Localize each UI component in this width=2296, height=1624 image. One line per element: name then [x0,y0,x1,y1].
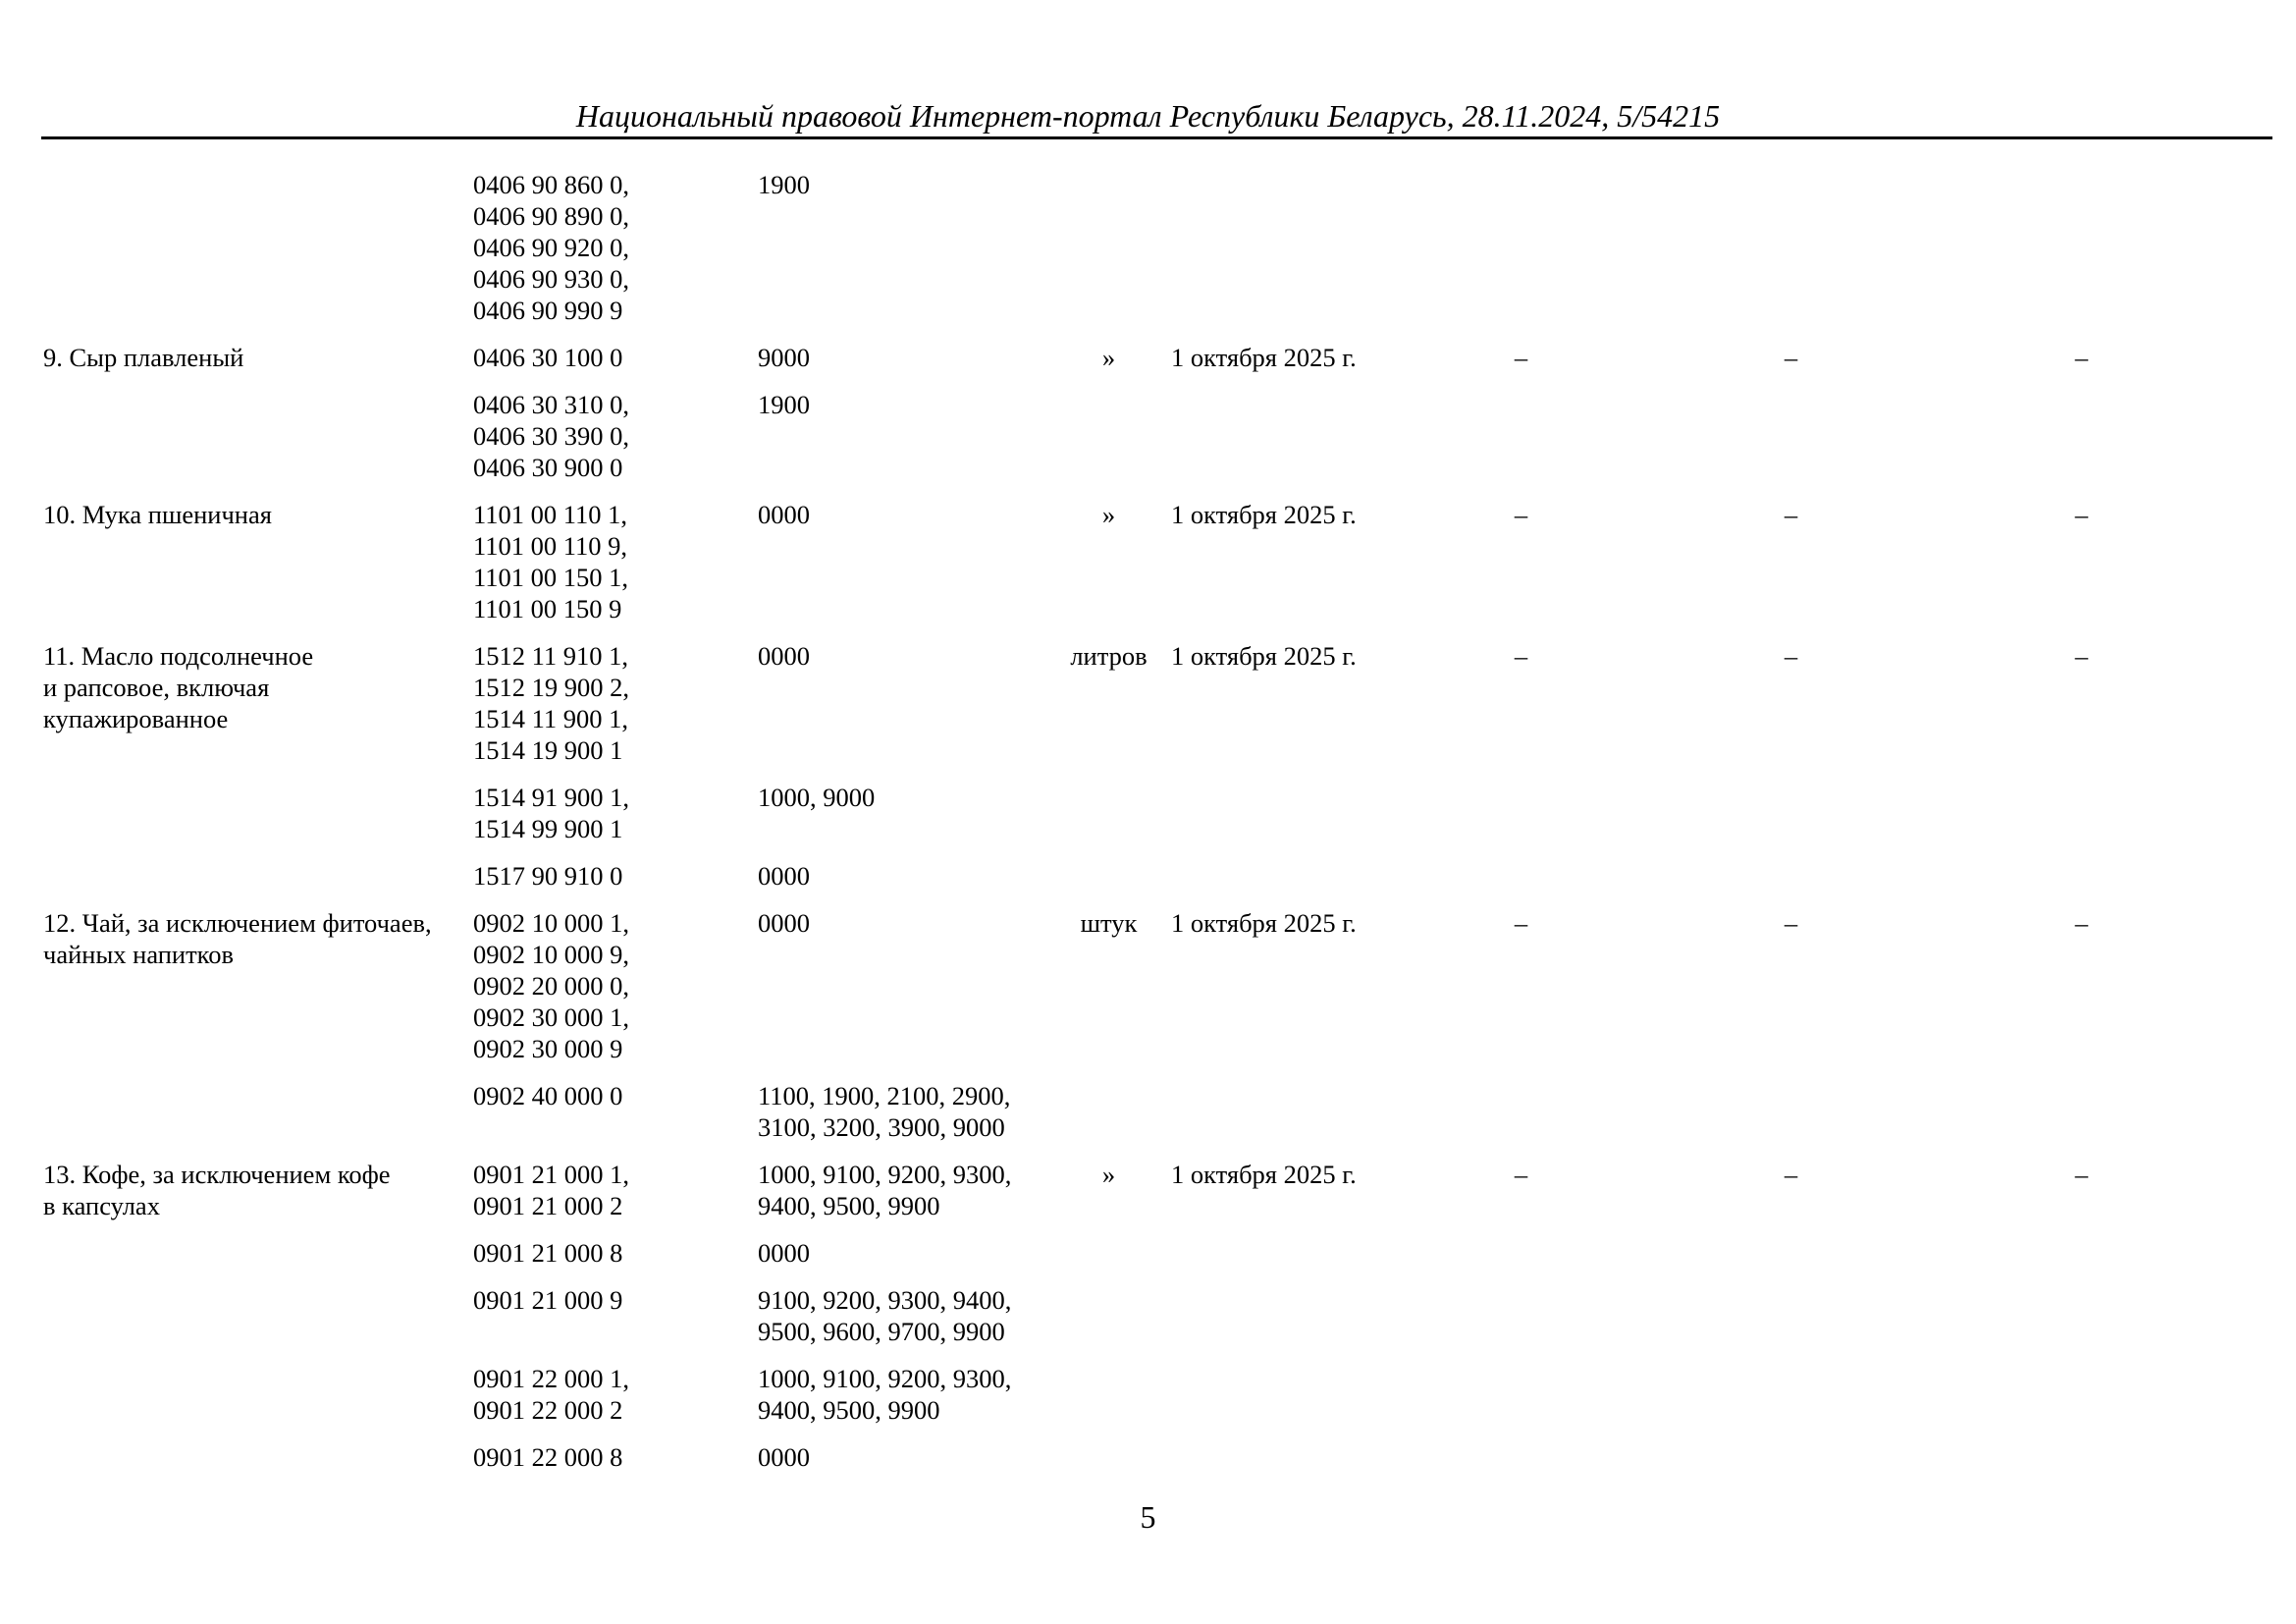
unit-cell [1052,1363,1165,1441]
subcode-line: 9500, 9600, 9700, 9900 [758,1317,1005,1346]
tn-ved-code-line: 1101 00 110 1, [473,500,628,529]
tn-ved-code-line: 0901 21 000 2 [473,1191,623,1220]
dash-cell [1921,1080,2242,1159]
dash-cell [1921,860,2242,907]
dash-cell: – [1514,908,1528,938]
unit-cell: » [1101,343,1116,372]
subcode-line: 3100, 3200, 3900, 9000 [758,1112,1005,1142]
subcode-cell [758,640,1052,782]
dash-cell [1661,1237,1921,1284]
dash-cell [1381,1441,1661,1489]
table-row [43,1159,2242,1237]
table-row [43,1441,2242,1489]
dash-cell: – [2074,641,2089,671]
tn-ved-code-line: 0406 30 900 0 [473,453,623,482]
subcode-cell [758,1237,1052,1284]
dash-cell: – [2074,1160,2089,1189]
tn-ved-code-cell [473,389,758,499]
subcode-cell [758,1441,1052,1489]
dash-cell [1921,1363,2242,1441]
dash-cell [1661,1284,1921,1363]
dash-cell: – [1514,641,1528,671]
product-name-line: чайных напитков [43,940,234,969]
tn-ved-code-cell [473,1080,758,1159]
dash-cell [1661,1441,1921,1489]
date-cell [1165,782,1381,860]
tn-ved-code-cell [473,342,758,389]
dash-cell: – [1784,500,1798,529]
dash-cell: – [2074,908,2089,938]
subcode-line: 1100, 1900, 2100, 2900, [758,1081,1011,1110]
date-cell: 1 октября 2025 г. [1171,500,1357,529]
subcode-line: 9000 [758,343,810,372]
dash-cell [1381,169,1661,342]
date-cell [1165,169,1381,342]
table-row [43,499,2242,640]
tn-ved-code-cell [473,640,758,782]
tn-ved-code-line: 1512 19 900 2, [473,673,629,702]
dash-cell [1661,389,1921,499]
date-cell: 1 октября 2025 г. [1171,343,1357,372]
date-cell [1165,1080,1381,1159]
table-row [43,1284,2242,1363]
date-cell [1165,1441,1381,1489]
tn-ved-code-line: 0902 30 000 9 [473,1034,623,1063]
unit-cell [1052,169,1165,342]
dash-cell [1381,389,1661,499]
product-name-line: в капсулах [43,1191,160,1220]
tn-ved-code-line: 0406 90 860 0, [473,170,629,199]
tn-ved-code-line: 0406 90 890 0, [473,201,629,231]
product-name-cell [43,169,473,342]
subcode-line: 0000 [758,908,810,938]
tn-ved-code-line: 1514 11 900 1, [473,704,629,733]
tn-ved-code-line: 0406 30 100 0 [473,343,623,372]
product-name-line: 10. Мука пшеничная [43,500,272,529]
unit-cell: штук [1080,908,1138,938]
dash-cell [1921,169,2242,342]
subcode-cell [758,1159,1052,1237]
unit-cell: литров [1070,641,1148,671]
subcode-cell [758,169,1052,342]
tn-ved-code-line: 0901 21 000 8 [473,1238,623,1268]
tn-ved-code-line: 0901 22 000 1, [473,1364,629,1393]
subcode-cell [758,1080,1052,1159]
subcode-cell [758,389,1052,499]
subcode-line: 1000, 9100, 9200, 9300, [758,1364,1012,1393]
dash-cell: – [1514,343,1528,372]
tn-ved-code-cell [473,1284,758,1363]
tn-ved-code-cell [473,1237,758,1284]
subcode-line: 0000 [758,641,810,671]
unit-cell [1052,860,1165,907]
dash-cell [1661,169,1921,342]
tn-ved-code-line: 0902 10 000 1, [473,908,629,938]
date-cell [1165,1284,1381,1363]
tn-ved-code-cell [473,860,758,907]
table-row [43,860,2242,907]
unit-cell [1052,1284,1165,1363]
unit-cell [1052,1080,1165,1159]
date-cell: 1 октября 2025 г. [1171,641,1357,671]
dash-cell [1381,1284,1661,1363]
product-name-cell [43,640,473,782]
dash-cell: – [2074,500,2089,529]
subcode-line: 1000, 9100, 9200, 9300, [758,1160,1012,1189]
tn-ved-code-line: 0902 40 000 0 [473,1081,623,1110]
tn-ved-code-line: 1101 00 110 9, [473,531,628,561]
dash-cell [1921,1441,2242,1489]
dash-cell: – [1784,343,1798,372]
subcode-cell [758,342,1052,389]
dash-cell [1381,782,1661,860]
tn-ved-code-line: 1101 00 150 1, [473,563,629,592]
tn-ved-code-cell [473,907,758,1080]
subcode-line: 9100, 9200, 9300, 9400, [758,1285,1012,1315]
tn-ved-code-line: 0406 30 390 0, [473,421,629,451]
unit-cell [1052,389,1165,499]
dash-cell: – [1514,1160,1528,1189]
subcode-cell [758,907,1052,1080]
tn-ved-code-cell [473,499,758,640]
dash-cell [1381,1363,1661,1441]
tn-ved-code-line: 0901 22 000 8 [473,1442,623,1472]
product-name-cell [43,1080,473,1159]
subcode-line: 1900 [758,170,810,199]
subcode-line: 1000, 9000 [758,783,876,812]
tn-ved-code-cell [473,169,758,342]
dash-cell [1381,1237,1661,1284]
subcode-cell [758,860,1052,907]
subcode-line: 9400, 9500, 9900 [758,1395,940,1425]
product-name-cell [43,1363,473,1441]
date-cell: 1 октября 2025 г. [1171,1160,1357,1189]
dash-cell: – [1784,641,1798,671]
tn-ved-code-line: 0406 90 920 0, [473,233,629,262]
page-number: 5 [1140,1499,1156,1535]
product-name-cell [43,860,473,907]
dash-cell [1921,782,2242,860]
product-name-line: купажированное [43,704,229,733]
goods-table [43,169,2242,1489]
table-row [43,1363,2242,1441]
tn-ved-code-cell [473,1159,758,1237]
tn-ved-code-line: 1514 99 900 1 [473,814,623,843]
tn-ved-code-line: 1101 00 150 9 [473,594,622,623]
unit-cell: » [1101,500,1116,529]
dash-cell [1661,1080,1921,1159]
dash-cell: – [1514,500,1528,529]
tn-ved-code-line: 0901 22 000 2 [473,1395,623,1425]
product-name-cell [43,907,473,1080]
table-row [43,342,2242,389]
date-cell [1165,1237,1381,1284]
unit-cell: » [1101,1160,1116,1189]
unit-cell [1052,782,1165,860]
dash-cell [1921,1284,2242,1363]
tn-ved-code-cell [473,1441,758,1489]
table-row [43,169,2242,342]
subcode-line: 0000 [758,1442,810,1472]
dash-cell [1661,782,1921,860]
table-body [43,169,2242,1489]
subcode-cell [758,782,1052,860]
product-name-cell [43,782,473,860]
tn-ved-code-line: 0902 10 000 9, [473,940,629,969]
tn-ved-code-line: 0901 21 000 9 [473,1285,623,1315]
tn-ved-code-line: 0902 20 000 0, [473,971,629,1001]
date-cell [1165,860,1381,907]
tn-ved-code-line: 0406 90 990 9 [473,296,623,325]
date-cell [1165,1363,1381,1441]
product-name-line: 12. Чай, за исключением фиточаев, [43,908,432,938]
product-name-line: 9. Сыр плавленый [43,343,244,372]
product-name-line: 13. Кофе, за исключением кофе [43,1160,391,1189]
product-name-cell [43,499,473,640]
tn-ved-code-line: 0406 30 310 0, [473,390,629,419]
dash-cell [1381,1080,1661,1159]
subcode-cell [758,1363,1052,1441]
tn-ved-code-line: 1514 91 900 1, [473,783,629,812]
product-name-cell [43,389,473,499]
product-name-cell [43,1159,473,1237]
dash-cell [1381,860,1661,907]
dash-cell [1661,1363,1921,1441]
subcode-line: 9400, 9500, 9900 [758,1191,940,1220]
tn-ved-code-line: 0901 21 000 1, [473,1160,629,1189]
date-cell: 1 октября 2025 г. [1171,908,1357,938]
table-row [43,1237,2242,1284]
header-divider [41,136,2272,139]
table-row [43,782,2242,860]
tn-ved-code-cell [473,1363,758,1441]
table-row [43,640,2242,782]
subcode-cell [758,499,1052,640]
product-name-cell [43,1284,473,1363]
unit-cell [1052,1237,1165,1284]
product-name-line: 11. Масло подсолнечное [43,641,314,671]
subcode-line: 0000 [758,500,810,529]
page-header: Национальный правовой Интернет-портал Республики Беларусь, 28.11.2024, 5/54215 [575,98,1721,134]
product-name-cell [43,342,473,389]
unit-cell [1052,1441,1165,1489]
dash-cell: – [1784,908,1798,938]
subcode-line: 1900 [758,390,810,419]
subcode-line: 0000 [758,1238,810,1268]
tn-ved-code-line: 0902 30 000 1, [473,1002,629,1032]
dash-cell: – [1784,1160,1798,1189]
subcode-cell [758,1284,1052,1363]
subcode-line: 0000 [758,861,810,891]
table-row [43,389,2242,499]
dash-cell: – [2074,343,2089,372]
tn-ved-code-cell [473,782,758,860]
product-name-cell [43,1441,473,1489]
dash-cell [1661,860,1921,907]
tn-ved-code-line: 1517 90 910 0 [473,861,623,891]
product-name-line: и рапсовое, включая [43,673,270,702]
dash-cell [1921,389,2242,499]
table-row [43,1080,2242,1159]
tn-ved-code-line: 1512 11 910 1, [473,641,629,671]
dash-cell [1921,1237,2242,1284]
tn-ved-code-line: 1514 19 900 1 [473,735,623,765]
table-row [43,907,2242,1080]
tn-ved-code-line: 0406 90 930 0, [473,264,629,294]
product-name-cell [43,1237,473,1284]
date-cell [1165,389,1381,499]
